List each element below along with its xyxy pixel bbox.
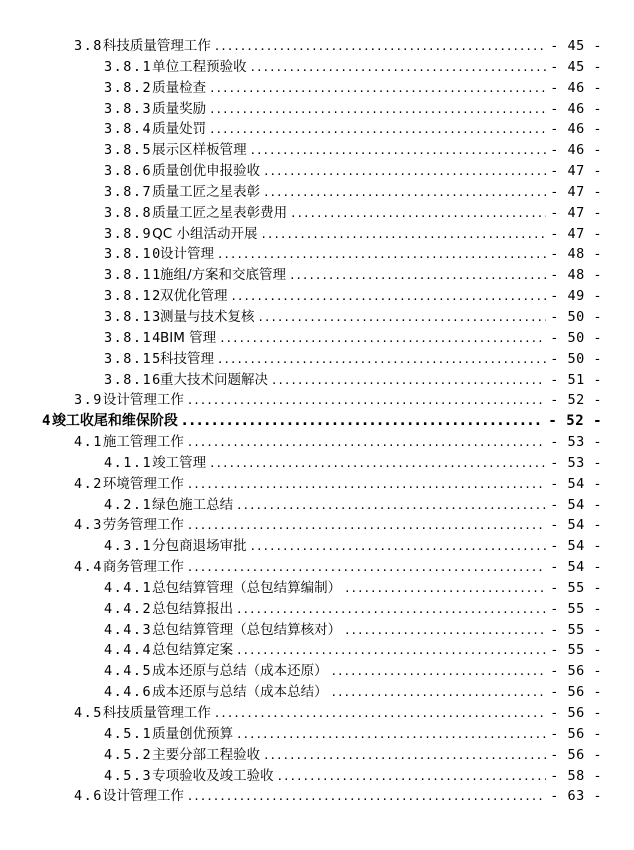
- toc-entry[interactable]: [0, 432, 634, 453]
- toc-entry-line: [104, 453, 602, 474]
- toc-entry[interactable]: [0, 557, 634, 578]
- toc-entry-title: 质量创优申报验收: [152, 163, 261, 180]
- toc-entry-title: 竣工收尾和维保阶段: [51, 413, 178, 430]
- toc-entry-title: 设计管理: [160, 246, 214, 263]
- toc-entry-page-number: - 50 -: [550, 350, 602, 367]
- toc-leader-dots: [278, 766, 547, 787]
- toc-leader-dots: [232, 286, 547, 307]
- toc-leader-dots: [188, 390, 546, 411]
- toc-entry-page-number: - 48 -: [550, 267, 602, 284]
- toc-entry-page-number: - 47 -: [550, 225, 602, 242]
- toc-entry-title: 单位工程预验收: [152, 58, 247, 75]
- toc-leader-dots: [264, 161, 546, 182]
- toc-entry-title: 商务管理工作: [102, 559, 184, 576]
- toc-entry-number: 3.8.10: [104, 246, 162, 263]
- toc-leader-dots: [345, 620, 546, 641]
- toc-entry[interactable]: [0, 203, 634, 224]
- toc-leader-dots: [218, 349, 546, 370]
- toc-entry-line: [74, 474, 602, 495]
- toc-leader-dots: [188, 474, 546, 495]
- toc-entry-number: 4.5.3: [104, 767, 153, 784]
- toc-entry-title: 绿色施工总结: [152, 496, 234, 513]
- toc-entry-number: 3.8.6: [104, 163, 153, 180]
- toc-entry-page-number: - 52 -: [548, 413, 602, 430]
- toc-entry-page-number: - 54 -: [550, 538, 602, 555]
- toc-leader-dots: [210, 119, 546, 140]
- toc-entry-line: [104, 745, 602, 766]
- toc-entry-line: [104, 307, 602, 328]
- toc-entry-number: 3.8.8: [104, 204, 153, 221]
- toc-entry-line: [104, 119, 602, 140]
- toc-entry[interactable]: [0, 411, 634, 432]
- toc-entry-title: 主要分部工程验收: [152, 746, 261, 763]
- toc-entry[interactable]: [0, 578, 634, 599]
- toc-entry-title: 科技质量管理工作: [102, 38, 211, 54]
- toc-entry[interactable]: [0, 244, 634, 265]
- toc-entry-line: [104, 495, 602, 516]
- toc-entry-line: [74, 36, 602, 57]
- toc-entry-line: [104, 536, 602, 557]
- toc-entry[interactable]: [0, 682, 634, 703]
- toc-entry-number: 4: [42, 413, 52, 430]
- toc-entry-page-number: - 46 -: [550, 79, 602, 96]
- toc-entry-line: [104, 140, 602, 161]
- toc-entry-number: 4.5.1: [104, 725, 153, 742]
- toc-entry-number: 4.5.2: [104, 746, 153, 763]
- toc-leader-dots: [251, 536, 547, 557]
- toc-leader-dots: [251, 57, 547, 78]
- toc-entry-page-number: - 50 -: [550, 308, 602, 325]
- toc-leader-dots: [237, 599, 546, 620]
- toc-entry-page-number: - 47 -: [550, 163, 602, 180]
- toc-entry-number: 3.8.3: [104, 100, 153, 117]
- toc-entry-page-number: - 55 -: [550, 579, 602, 596]
- toc-entry-number: 3.8: [74, 38, 103, 54]
- toc-leader-dots: [220, 328, 546, 349]
- toc-entry-page-number: - 55 -: [550, 642, 602, 659]
- toc-entry-line: [104, 265, 602, 286]
- toc-leader-dots: [237, 724, 546, 745]
- toc-entry-page-number: - 49 -: [550, 288, 602, 305]
- toc-entry-line: [74, 390, 602, 411]
- toc-entry-page-number: - 53 -: [550, 434, 602, 451]
- toc-entry-number: 3.8.4: [104, 121, 153, 138]
- toc-entry[interactable]: [0, 140, 634, 161]
- toc-entry[interactable]: [0, 495, 634, 516]
- toc-entry-title: BIM 管理: [160, 329, 217, 346]
- toc-entry-line: [104, 244, 602, 265]
- toc-entry-line: [104, 766, 602, 787]
- toc-entry-page-number: - 53 -: [550, 454, 602, 471]
- toc-entry-page-number: - 55 -: [550, 621, 602, 638]
- toc-entry-line: [104, 57, 602, 78]
- toc-entry-page-number: - 48 -: [550, 246, 602, 263]
- toc-entry-page-number: - 52 -: [550, 392, 602, 409]
- toc-entry-page-number: - 56 -: [550, 684, 602, 701]
- toc-entry[interactable]: [0, 182, 634, 203]
- toc-entry[interactable]: [0, 766, 634, 787]
- toc-entry-page-number: - 47 -: [550, 204, 602, 221]
- toc-entry-page-number: - 50 -: [550, 329, 602, 346]
- toc-entry-line: [104, 578, 602, 599]
- toc-entry-title: 设计管理工作: [102, 788, 184, 805]
- toc-entry[interactable]: [0, 265, 634, 286]
- toc-entry-line: [104, 599, 602, 620]
- toc-entry-line: [74, 786, 602, 807]
- toc-entry-line: [74, 432, 602, 453]
- toc-entry[interactable]: [0, 745, 634, 766]
- toc-entry-number: 4.4: [74, 559, 103, 576]
- toc-leader-dots: [188, 515, 546, 536]
- toc-entry-line: [104, 161, 602, 182]
- toc-entry-line: [104, 661, 602, 682]
- toc-entry-number: 3.9: [74, 392, 103, 409]
- toc-entry[interactable]: [0, 78, 634, 99]
- toc-entry-line: [104, 286, 602, 307]
- toc-leader-dots: [218, 244, 546, 265]
- toc-entry-page-number: - 56 -: [550, 746, 602, 763]
- toc-entry-line: [104, 349, 602, 370]
- toc-entry-page-number: - 51 -: [550, 371, 602, 388]
- toc-entry-title: 设计管理工作: [102, 392, 184, 409]
- toc-entry[interactable]: [0, 620, 634, 641]
- toc-leader-dots: [210, 99, 546, 120]
- toc-leader-dots: [259, 307, 547, 328]
- toc-leader-dots: [188, 786, 546, 807]
- toc-leader-dots: [291, 203, 546, 224]
- toc-leader-dots: [332, 682, 547, 703]
- toc-entry[interactable]: [0, 370, 634, 391]
- toc-entry-page-number: - 45 -: [550, 38, 602, 54]
- toc-entry-title: 施组/方案和交底管理: [160, 267, 287, 284]
- toc-entry-title: 质量检查: [152, 79, 207, 96]
- toc-entry-line: [104, 203, 602, 224]
- toc-entry-page-number: - 47 -: [550, 183, 602, 200]
- toc-entry-title: 总包结算管理（总包结算核对）: [152, 621, 342, 638]
- toc-entry-title: 科技管理: [160, 350, 214, 367]
- toc-entry-number: 3.8.9: [104, 225, 153, 242]
- toc-entry-number: 4.4.5: [104, 663, 153, 680]
- toc-entry-line: [42, 411, 602, 432]
- toc-entry-line: [104, 78, 602, 99]
- toc-entry-line: [104, 640, 602, 661]
- toc-entry-line: [104, 182, 602, 203]
- toc-entry-title: 劳务管理工作: [102, 517, 184, 534]
- toc-entry-line: [104, 224, 602, 245]
- toc-leader-dots: [215, 703, 546, 724]
- toc-leader-dots: [188, 557, 546, 578]
- toc-entry[interactable]: [0, 724, 634, 745]
- toc-entry-number: 4.4.3: [104, 621, 153, 638]
- toc-leader-dots: [261, 224, 546, 245]
- toc-entry-number: 4.2.1: [104, 496, 153, 513]
- toc-entry-line: [74, 515, 602, 536]
- toc-entry-title: 总包结算管理（总包结算编制）: [152, 579, 342, 596]
- toc-entry[interactable]: [0, 536, 634, 557]
- toc-entry-page-number: - 54 -: [550, 475, 602, 492]
- table-of-contents: [0, 36, 634, 807]
- toc-leader-dots: [290, 265, 546, 286]
- toc-entry-number: 3.8.12: [104, 288, 162, 305]
- toc-entry[interactable]: [0, 786, 634, 807]
- toc-entry-line: [104, 370, 602, 391]
- toc-entry-number: 4.4.1: [104, 579, 153, 596]
- toc-entry-title: 施工管理工作: [102, 434, 184, 451]
- toc-entry-number: 4.4.4: [104, 642, 153, 659]
- toc-entry-page-number: - 55 -: [550, 600, 602, 617]
- toc-entry-title: 总包结算定案: [152, 642, 234, 659]
- toc-entry[interactable]: [0, 453, 634, 474]
- toc-entry-number: 4.4.2: [104, 600, 153, 617]
- toc-entry-number: 4.2: [74, 475, 103, 492]
- toc-entry-title: QC 小组活动开展: [152, 225, 258, 242]
- toc-entry[interactable]: [0, 661, 634, 682]
- toc-entry-number: 4.3: [74, 517, 103, 534]
- toc-entry-title: 质量创优预算: [152, 725, 234, 742]
- toc-entry[interactable]: [0, 474, 634, 495]
- toc-entry-page-number: - 56 -: [550, 663, 602, 680]
- toc-entry-line: [104, 99, 602, 120]
- toc-entry[interactable]: [0, 515, 634, 536]
- toc-leader-dots: [332, 661, 547, 682]
- toc-entry[interactable]: [0, 286, 634, 307]
- toc-entry-page-number: - 45 -: [550, 58, 602, 75]
- toc-entry[interactable]: [0, 224, 634, 245]
- toc-entry-page-number: - 46 -: [550, 121, 602, 138]
- toc-leader-dots: [182, 411, 544, 432]
- toc-leader-dots: [264, 745, 546, 766]
- toc-entry-number: 3.8.11: [104, 267, 162, 284]
- toc-entry[interactable]: [0, 57, 634, 78]
- toc-entry-number: 4.1.1: [104, 454, 153, 471]
- toc-entry-title: 质量工匠之星表彰: [152, 183, 261, 200]
- toc-entry-page-number: - 56 -: [550, 725, 602, 742]
- toc-entry[interactable]: [0, 328, 634, 349]
- toc-entry[interactable]: [0, 640, 634, 661]
- toc-entry-line: [104, 620, 602, 641]
- toc-entry[interactable]: [0, 349, 634, 370]
- toc-entry[interactable]: [0, 36, 634, 57]
- toc-entry[interactable]: [0, 390, 634, 411]
- toc-entry-page-number: - 54 -: [550, 559, 602, 576]
- toc-entry-line: [104, 682, 602, 703]
- toc-leader-dots: [210, 78, 546, 99]
- toc-leader-dots: [345, 578, 546, 599]
- toc-entry-title: 分包商退场审批: [152, 538, 247, 555]
- toc-leader-dots: [210, 453, 546, 474]
- toc-entry-title: 测量与技术复核: [160, 308, 255, 325]
- toc-entry[interactable]: [0, 99, 634, 120]
- toc-entry-number: 3.8.7: [104, 183, 153, 200]
- toc-entry-page-number: - 63 -: [550, 788, 602, 805]
- toc-entry-number: 3.8.14: [104, 329, 162, 346]
- toc-entry-line: [74, 703, 602, 724]
- toc-leader-dots: [237, 640, 546, 661]
- toc-entry-title: 质量处罚: [152, 121, 207, 138]
- toc-entry-title: 专项验收及竣工验收: [152, 767, 274, 784]
- toc-entry-number: 4.5: [74, 705, 103, 721]
- toc-entry[interactable]: [0, 307, 634, 328]
- toc-leader-dots: [264, 182, 546, 203]
- toc-entry-number: 3.8.16: [104, 371, 162, 388]
- toc-entry[interactable]: [0, 599, 634, 620]
- toc-entry-number: 4.1: [74, 434, 103, 451]
- toc-entry-page-number: - 58 -: [550, 767, 602, 784]
- toc-entry-number: 4.3.1: [104, 538, 153, 555]
- toc-entry-title: 总包结算报出: [152, 600, 234, 617]
- toc-entry-title: 展示区样板管理: [152, 142, 247, 159]
- toc-entry-number: 3.8.5: [104, 142, 153, 159]
- toc-leader-dots: [251, 140, 547, 161]
- toc-entry-title: 质量工匠之星表彰费用: [152, 204, 288, 221]
- toc-leader-dots: [215, 36, 546, 57]
- toc-entry-page-number: - 56 -: [550, 705, 602, 721]
- toc-leader-dots: [272, 370, 546, 391]
- toc-entry-page-number: - 54 -: [550, 496, 602, 513]
- toc-entry-title: 质量奖励: [152, 100, 207, 117]
- toc-entry-page-number: - 46 -: [550, 142, 602, 159]
- toc-entry-number: 3.8.13: [104, 308, 162, 325]
- toc-leader-dots: [237, 495, 546, 516]
- toc-entry-number: 4.4.6: [104, 684, 153, 701]
- toc-entry-title: 重大技术问题解决: [160, 371, 268, 388]
- toc-leader-dots: [188, 432, 546, 453]
- toc-entry-line: [74, 557, 602, 578]
- toc-entry-line: [104, 328, 602, 349]
- toc-entry-number: 3.8.1: [104, 58, 153, 75]
- toc-entry-title: 成本还原与总结（成本还原）: [152, 663, 328, 680]
- toc-entry-number: 4.6: [74, 788, 103, 805]
- toc-entry[interactable]: [0, 703, 634, 724]
- toc-entry-number: 3.8.15: [104, 350, 162, 367]
- toc-entry-title: 双优化管理: [160, 288, 228, 305]
- toc-entry[interactable]: [0, 161, 634, 182]
- toc-entry-title: 竣工管理: [152, 454, 207, 471]
- toc-entry-page-number: - 54 -: [550, 517, 602, 534]
- toc-entry-page-number: - 46 -: [550, 100, 602, 117]
- toc-entry-line: [104, 724, 602, 745]
- toc-entry-title: 科技质量管理工作: [102, 705, 211, 721]
- toc-entry-number: 3.8.2: [104, 79, 153, 96]
- toc-entry[interactable]: [0, 119, 634, 140]
- toc-entry-title: 成本还原与总结（成本总结）: [152, 684, 328, 701]
- toc-entry-title: 环境管理工作: [102, 475, 184, 492]
